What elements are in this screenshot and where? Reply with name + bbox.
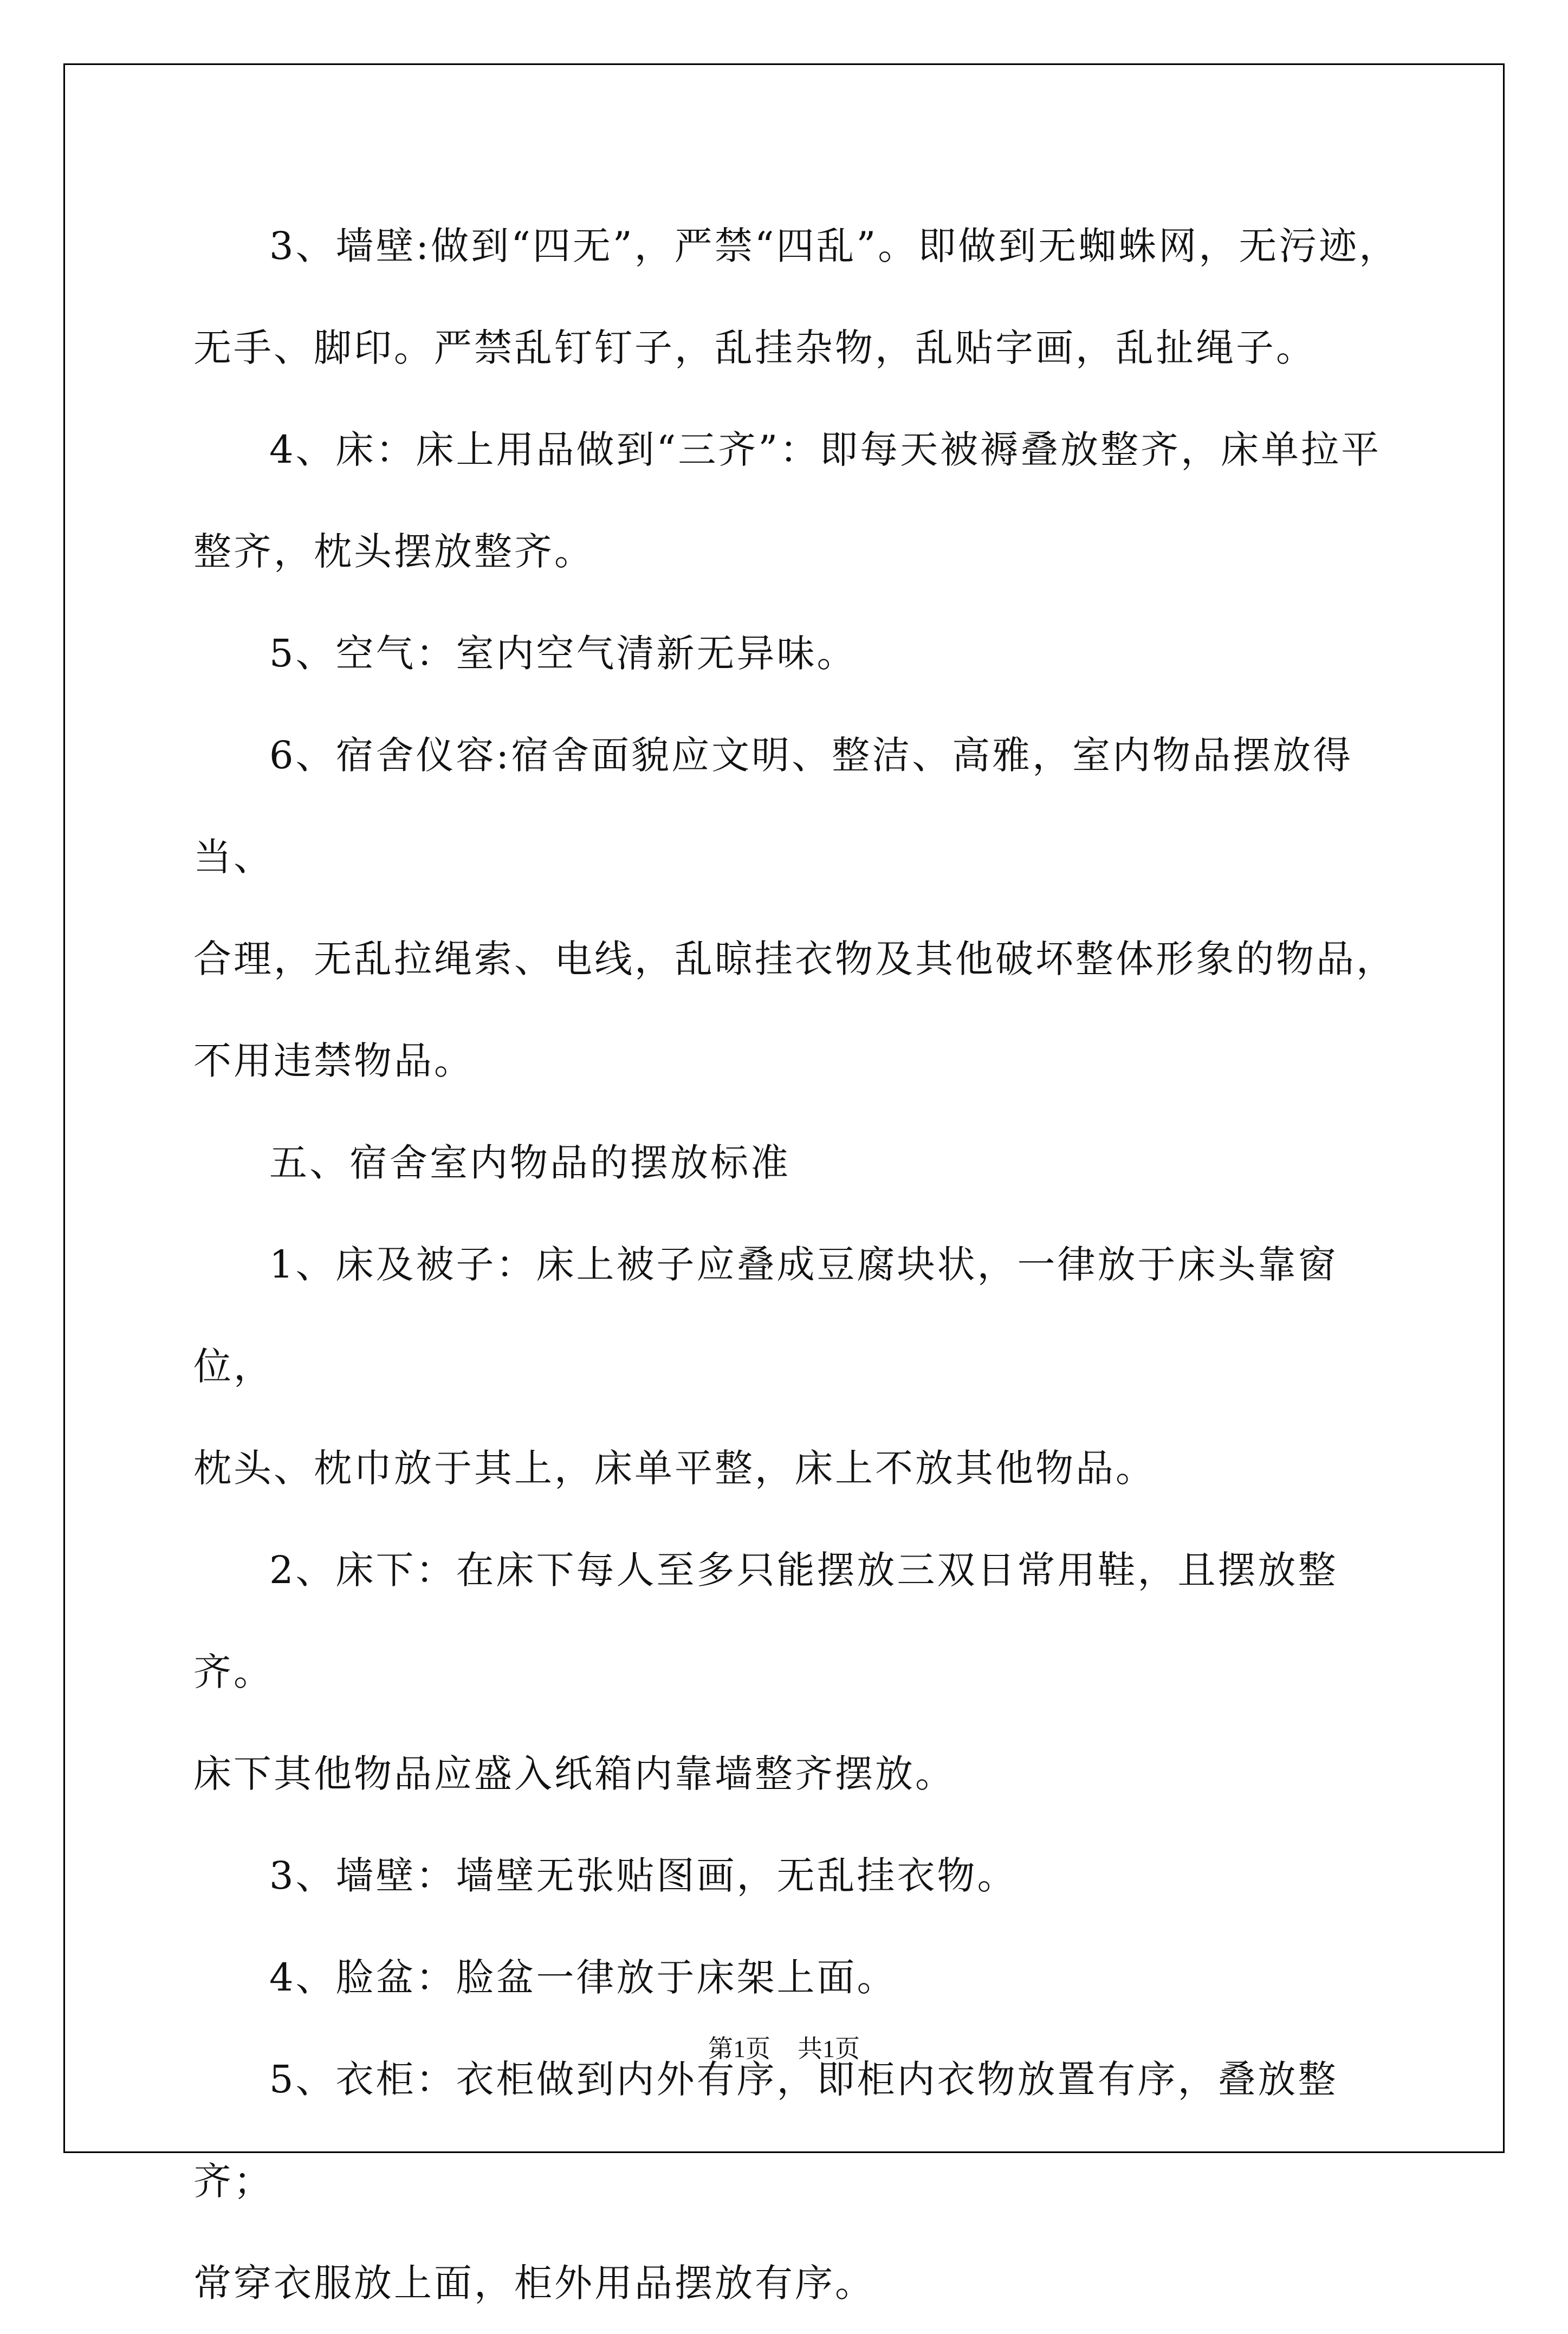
- paragraph-bed-quilt: [193, 1214, 1418, 1519]
- text-line: 合理，无乱拉绳索、电线，乱晾挂衣物及其他破坏整体形象的物品，: [193, 937, 1396, 981]
- text-line: 常穿衣服放上面，柜外用品摆放有序。: [193, 2261, 875, 2305]
- text-line: 2、床下：在床下每人至多只能摆放三双日常用鞋，且摆放整齐。: [193, 1548, 1338, 1694]
- text-line: 5、空气：室内空气清新无异味。: [269, 631, 857, 676]
- paragraph-wall-standard: [193, 1825, 1418, 1927]
- text-line: 3、墙壁:做到“四无”，严禁“四乱”。即做到无蜘蛛网，无污迹，: [269, 224, 1399, 268]
- text-line: 4、床：床上用品做到“三齐”：即每天被褥叠放整齐，床单拉平: [269, 427, 1382, 472]
- paragraph-wardrobe: [193, 2028, 1418, 2334]
- text-line: 1、床及被子：床上被子应叠成豆腐块状，一律放于床头靠窗位，: [193, 1242, 1338, 1389]
- text-line: 6、宿舍仪容:宿舍面貌应文明、整洁、高雅，室内物品摆放得当、: [193, 733, 1353, 879]
- page-number: 第1页: [708, 2035, 770, 2063]
- text-line: 整齐，枕头摆放整齐。: [193, 529, 594, 574]
- text-line: 4、脸盆：脸盆一律放于床架上面。: [269, 1955, 897, 2000]
- text-line: 不用违禁物品。: [193, 1039, 474, 1083]
- page-total: 共1页: [798, 2035, 860, 2063]
- text-line: 床下其他物品应盛入纸箱内靠墙整齐摆放。: [193, 1752, 955, 1796]
- paragraph-wall-rules: [193, 195, 1418, 399]
- text-line: 枕头、枕巾放于其上，床单平整，床上不放其他物品。: [193, 1446, 1156, 1490]
- section-heading: [193, 1112, 1418, 1214]
- paragraph-air-rules: [193, 602, 1418, 704]
- paragraph-under-bed: [193, 1519, 1418, 1825]
- paragraph-washbasin: [193, 1927, 1418, 2028]
- text-line: 五、宿舍室内物品的摆放标准: [269, 1140, 791, 1185]
- paragraph-bed-rules: [193, 399, 1418, 602]
- paragraph-appearance-rules: [193, 704, 1418, 1112]
- text-line: 3、墙壁：墙壁无张贴图画，无乱挂衣物。: [269, 1853, 1018, 1898]
- text-line: 无手、脚印。严禁乱钉钉子，乱挂杂物，乱贴字画，乱扯绳子。: [193, 326, 1316, 370]
- page-footer: [0, 2029, 1568, 2065]
- text-line: 5、衣柜：衣柜做到内外有序，即柜内衣物放置有序，叠放整齐；: [193, 2057, 1338, 2203]
- document-body: [193, 195, 1418, 2334]
